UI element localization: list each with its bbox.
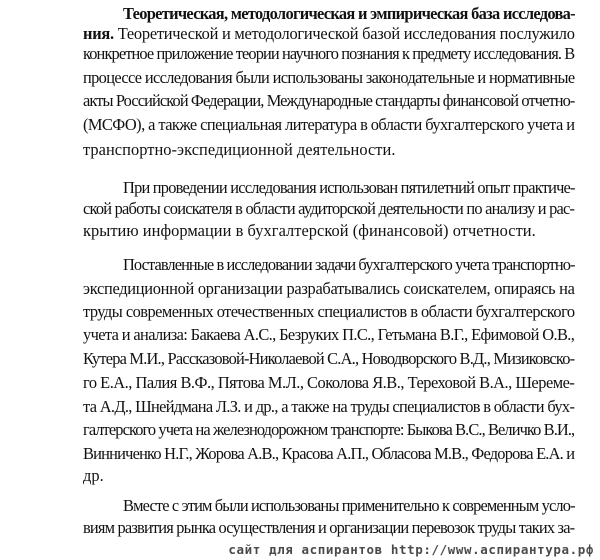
text-line: др. bbox=[83, 466, 104, 485]
site-watermark: сайт для аспирантов http://www.аспирантура.рф bbox=[228, 542, 594, 557]
text-line: крытию информации в бухгалтерской (финансовой) отчетности. bbox=[83, 221, 536, 240]
text-line: Поставленные в исследовании задачи бухгалтерского учета транспортно- bbox=[123, 255, 575, 274]
text-line: акты Российской Федерации, Международные стандарты финансовой отчетно- bbox=[83, 91, 575, 110]
text-line: го Е.А., Палия В.Ф., Пятова М.Л., Соколова Я.В., Тереховой В.А., Шереме- bbox=[83, 373, 575, 392]
text-line: Винниченко Н.Г., Жорова А.В., Красова А.П., Обласова М.В., Федорова Е.А. и bbox=[83, 444, 575, 463]
text-line: труды современных отечественных специалистов в области бухгалтерского bbox=[83, 302, 575, 321]
text-line: экспедиционной организации разрабатывались соискателем, опираясь на bbox=[83, 279, 575, 298]
text-line: та А.Д., Шнейдмана Л.З. и др., а также на труды специалистов в области бух- bbox=[83, 397, 575, 416]
text-line: (МСФО), а также специальная литература в области бухгалтерского учета и bbox=[83, 115, 575, 134]
text-line: галтерского учета на железнодорожном транспорте: Быкова В.С., Величко В.И., bbox=[83, 420, 575, 439]
text-line: Кутера М.И., Рассказовой-Николаевой С.А., Новодворского В.Д., Мизиковско- bbox=[83, 349, 575, 368]
text-line bbox=[83, 24, 575, 44]
text-line: конкретное приложение теории научного познания к предмету исследования. В bbox=[83, 44, 575, 63]
text-line: виям развития рынка осуществления и организации перевозок труды таких за- bbox=[83, 518, 575, 537]
bold-run: ния. bbox=[83, 24, 114, 43]
text-line: транспортно-экспедиционной деятельности. bbox=[83, 140, 396, 159]
text-line: Теоретическая, методологическая и эмпирическая база исследова- bbox=[123, 4, 575, 23]
text-line: Вместе с этим были использованы применительно к современным усло- bbox=[123, 496, 575, 515]
text-line: процессе исследования были использованы законодательные и нормативные bbox=[83, 68, 575, 87]
text-line: При проведении исследования использован пятилетний опыт практиче- bbox=[123, 178, 575, 197]
text-run: Теоретической и методологической базой исследования послужило bbox=[113, 24, 575, 43]
text-line: ской работы соискателя в области аудиторской деятельности по анализу и рас- bbox=[83, 199, 575, 218]
text-line: учета и анализа: Бакаева А.С., Безруких П.С., Гетьмана В.Г., Ефимовой О.В., bbox=[83, 325, 575, 344]
